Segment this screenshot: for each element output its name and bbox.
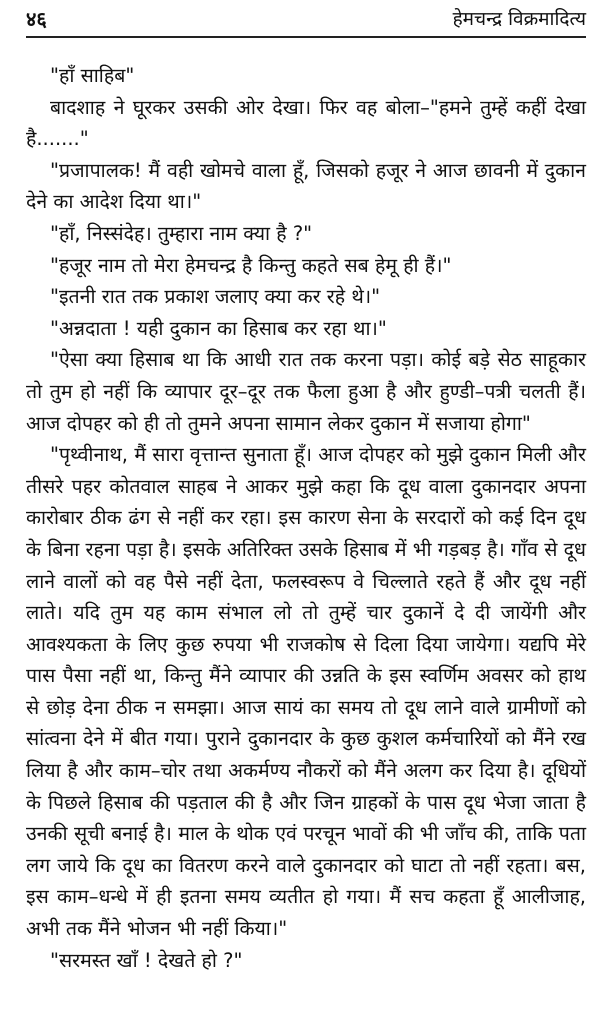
- paragraph: "प्रजापालक! मैं वही खोमचे वाला हूँ, जिसको हजूर ने आज छावनी में दुकान देने का आदेश दिया था।": [26, 158, 586, 214]
- paragraph: "हाँ साहिब": [50, 64, 135, 87]
- paragraph: "इतनी रात तक प्रकाश जलाए क्या कर रहे थे।": [50, 285, 381, 309]
- paragraph: "सरमस्त खाँ ! देखते हो ?": [50, 948, 243, 972]
- page-header: [26, 0, 586, 38]
- paragraph: "पृथ्वीनाथ, मैं सारा वृत्तान्त सुनाता हूँ। आज दोपहर को मुझे दुकान मिली और तीसरे पहर कोतवाल साहब ने आकर मुझे कहा कि दूध वाला दुकानदार अपना कारोबार ठीक ढंग से नहीं कर रहा। इस कारण सेना के सरदारों को कई दिन दूध के बिना रहना पड़ा है। इसके अतिरिक्त उसके हिसाब में भी गड़बड़ है। गाँव से दूध लाने वालों को वह पैसे नहीं देता, फलस्वरूप वे चिल्लाते रहते हैं और दूध नहीं लाते। यदि तुम यह काम संभाल लो तो तुम्हें चार दुकानें दे दी जायेंगी और आवश्यकता के लिए कुछ रुपया भी राजकोष से दिला दिया जायेगा। यद्यपि मेरे पास पैसा नहीं था, किन्तु मैंने व्यापार की उन्नति के इस स्वर्णिम अवसर को हाथ से छोड़ देना ठीक न समझा। आज सायं का समय तो दूध लाने वाले ग्रामीणों को सांत्वना देने में बीत गया। पुराने दुकानदार के कुछ कुशल कर्मचारियों को मैंने रख लिया है और काम–चोर तथा अकर्मण्य नौकरों को मैंने अलग कर दिया है। दूधियों के पिछले हिसाब की पड़ताल की है और जिन ग्राहकों के पास दूध भेजा जाता है उनकी सूची बनाई है। माल के थोक एवं परचून भावों की भी जाँच की, ताकि पता लग जाये कि दूध का वितरण करने वाले दुकानदार को घाटा तो नहीं रहता। बस, इस काम–धन्धे में ही इतना समय व्यतीत हो गया। मैं सच कहता हूँ आलीजाह, अभी तक मैंने भोजन भी नहीं किया।": [26, 443, 586, 941]
- running-title: हेमचन्द्र विक्रमादित्य: [452, 8, 586, 30]
- page-number: ४६: [26, 6, 47, 31]
- paragraph: "ऐसा क्या हिसाब था कि आधी रात तक करना पड़ा। कोई बड़े सेठ साहूकार तो तुम हो नहीं कि व्यापार दूर–दूर तक फैला हुआ है और हुण्डी–पत्री चलती हैं। आज दोपहर को ही तो तुमने अपना सामान लेकर दुकान में सजाया होगा": [26, 348, 586, 435]
- paragraph: "हाँ, निस्संदेह। तुम्हारा नाम क्या है ?": [50, 221, 313, 245]
- paragraph: "हजूर नाम तो मेरा हेमचन्द्र है किन्तु कहते सब हेमू ही हैं।": [50, 253, 452, 277]
- paragraph: बादशाह ने घूरकर उसकी ओर देखा। फिर वह बोला–"हमने तुम्हें कहीं देखा है.......": [26, 95, 586, 151]
- page-body: [26, 60, 586, 976]
- paragraph: "अन्नदाता ! यही दुकान का हिसाब कर रहा था।": [50, 316, 387, 340]
